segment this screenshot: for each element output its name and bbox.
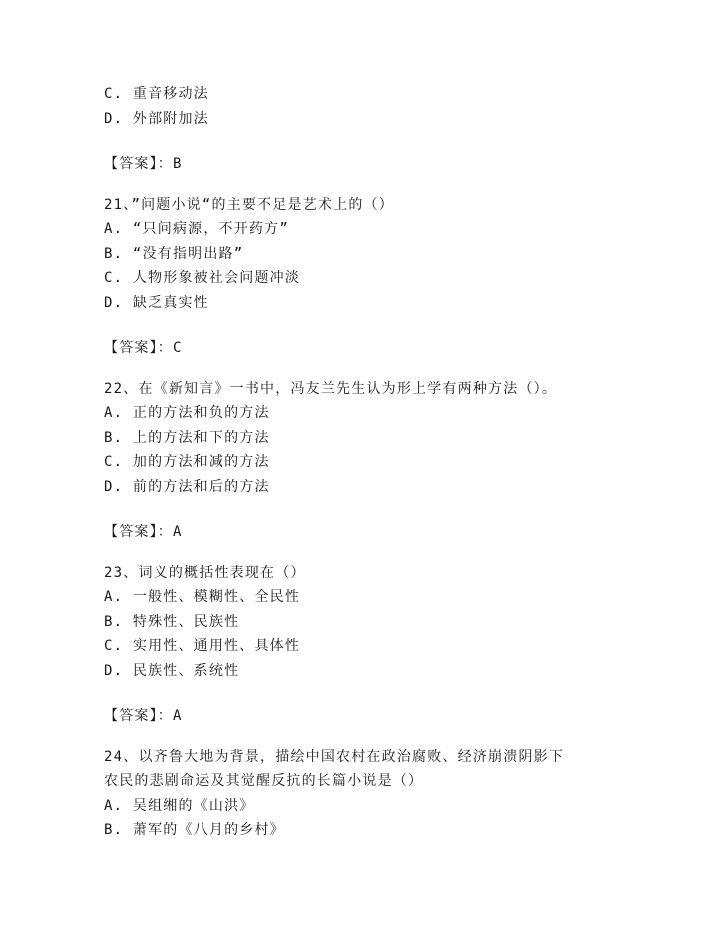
answer-line: 【答案】：A <box>104 524 183 540</box>
option-d: D. 外部附加法 <box>104 110 209 127</box>
option-c: C. 重音移动法 <box>104 86 209 102</box>
question-23-stem: 23、词义的概括性表现在（） <box>104 564 306 581</box>
option-b: B. “没有指明出路” <box>104 245 244 262</box>
option-d: D. 缺乏真实性 <box>104 294 209 311</box>
document-page <box>104 82 624 843</box>
option-d: D. 民族性、系统性 <box>104 662 240 679</box>
option-c: C. 加的方法和减的方法 <box>104 454 270 470</box>
answer-line: 【答案】：B <box>104 156 183 172</box>
question-24-stem-line-1: 24、以齐鲁大地为背景，描绘中国农村在政治腐败、经济崩溃阴影下 <box>104 748 565 765</box>
option-a: A. 正的方法和负的方法 <box>104 405 270 421</box>
question-22-stem: 22、在《新知言》一书中，冯友兰先生认为形上学有两种方法（）。 <box>104 380 558 397</box>
option-a: A. 吴组缃的《山洪》 <box>104 797 255 814</box>
option-b: B. 特殊性、民族性 <box>104 613 240 630</box>
option-b: B. 上的方法和下的方法 <box>104 429 270 446</box>
option-c: C. 人物形象被社会问题冲淡 <box>104 270 301 286</box>
question-21-stem: 21、”问题小说“的主要不足是艺术上的（） <box>104 196 394 213</box>
answer-line: 【答案】：A <box>104 708 183 724</box>
option-a: A. “只问病源，不开药方” <box>104 221 289 237</box>
option-a: A. 一般性、模糊性、全民性 <box>104 589 301 605</box>
question-24-stem-line-2: 农民的悲剧命运及其觉醒反抗的长篇小说是（） <box>104 773 424 789</box>
option-d: D. 前的方法和后的方法 <box>104 478 270 495</box>
answer-line: 【答案】：C <box>104 340 183 356</box>
option-b: B. 萧军的《八月的乡村》 <box>104 822 285 838</box>
option-c: C. 实用性、通用性、具体性 <box>104 638 301 654</box>
